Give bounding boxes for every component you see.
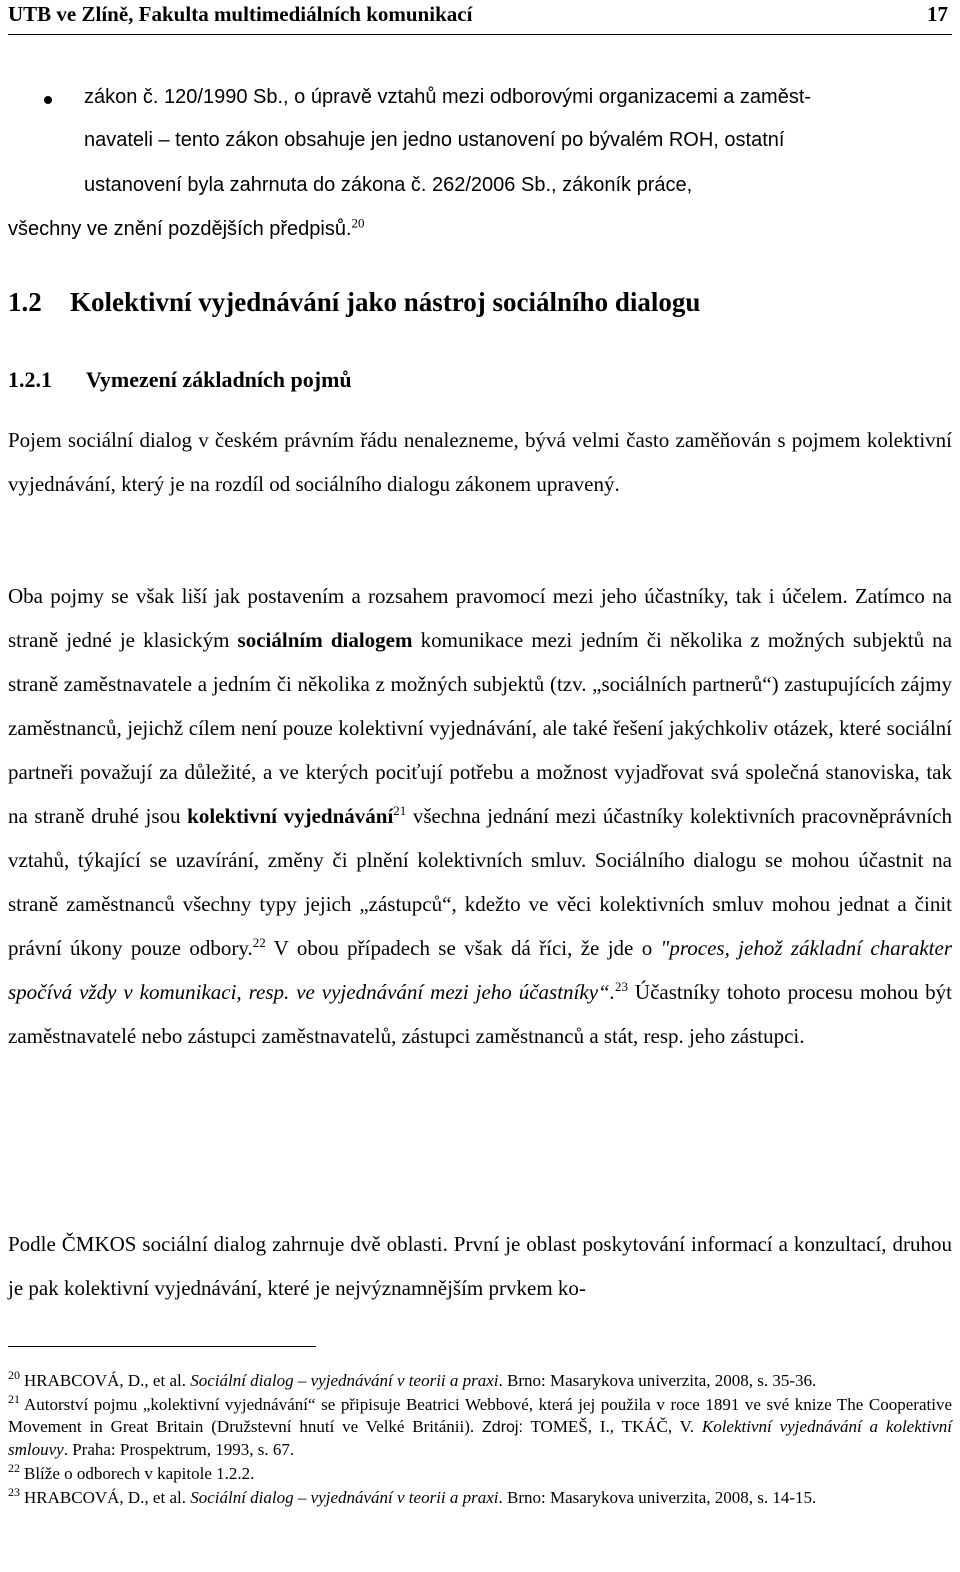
para2-text-2: komunikace mezi jedním či několika z možných subjektů na straně zaměstnavatele a jedním či několika z možných subjektů (tzv. „sociálních partnerů“) zastupujících zájmy zaměstnanců, jejichž cílem není pouze kolektivní vyjednávání, ale také řešení jakýchkoliv otázek, které sociální partneři považují za důležité, a ve kterých pociťují potřebu a možnost vyjadřovat svá společná stanoviska, tak na straně druhé jsou — [8, 628, 953, 828]
subsection-heading — [8, 367, 352, 393]
header-title: UTB ve Zlíně, Fakulta multimediálních komunikací — [8, 2, 473, 26]
page-header — [8, 0, 952, 35]
para2-text-1: Oba pojmy se však liší jak postavením a rozsahem pravomocí mezi jeho účastníky, tak i účelem. Zatímco na straně jedné je klasickým — [8, 584, 952, 652]
footnote-separator — [8, 1346, 316, 1347]
footnote-text: TOMEŠ, I., TKÁČ, V. — [522, 1417, 702, 1436]
section-title: Kolektivní vyjednávání jako nástroj sociálního dialogu — [70, 287, 701, 317]
bullet-continuation — [8, 215, 365, 241]
footnote-title: Sociální dialog – vyjednávání v teorii a praxi — [190, 1371, 499, 1390]
footnote-number: 20 — [8, 1368, 20, 1383]
paragraph-2 — [8, 574, 952, 1058]
para2-text-4: V obou případech se však dá říci, že jde o — [265, 936, 661, 960]
bullet-line-1: zákon č. 120/1990 Sb., o úpravě vztahů mezi odborovými organizacemi a zaměst- — [84, 86, 812, 108]
footnote-ref-21[interactable]: 21 — [393, 803, 407, 818]
footnote-text: . Brno: Masarykova univerzita, 2008, s. 35-36. — [498, 1371, 817, 1390]
footnote-22 — [8, 1463, 952, 1485]
para2-text-3: všechna jednání mezi účastníky kolektivních pracovněprávních vztahů, týkající se uzavírání, změny či plnění kolektivních smluv. Sociálního dialogu se mohou účastnit na straně zaměstnanců všechny typy jejich „zástupců“, kdežto ve věci kolektivních smluv mohou jednat a činit právní úkony pouze odbory. — [8, 804, 952, 960]
footnote-ref-23[interactable]: 23 — [614, 979, 628, 994]
section-number: 1.2 — [8, 287, 42, 317]
bullet-line-2: navateli – tento zákon obsahuje jen jedno ustanovení po bývalém ROH, ostatní — [84, 129, 785, 151]
footnote-text: HRABCOVÁ, D., et al. — [24, 1371, 191, 1390]
section-heading — [8, 287, 700, 318]
paragraph-1: Pojem sociální dialog v českém právním řádu nenalezneme, bývá velmi často zaměňován s pojmem kolektivní vyjednávání, který je na rozdíl od sociálního dialogu zákonem upravený. — [8, 428, 952, 496]
footnote-21 — [8, 1394, 952, 1461]
page-number: 17 — [927, 2, 948, 26]
footnote-text: . Praha: Prospektrum, 1993, s. 67. — [63, 1440, 295, 1459]
footnote-number: 21 — [8, 1392, 20, 1407]
bullet-line-3: ustanovení byla zahrnuta do zákona č. 262/2006 Sb., zákoník práce, — [84, 174, 693, 196]
para2-bold-collective-bargaining: kolektivní vyjednávání — [187, 804, 394, 828]
para2-quote: "proces, jehož základní charakter spočívá vždy v komunikaci, resp. ve vyjednávání mezi jeho účastníky“. — [8, 936, 952, 1004]
paragraph-3: Podle ČMKOS sociální dialog zahrnuje dvě oblasti. První je oblast poskytování informací a konzultací, druhou je pak kolektivní vyjednávání, které je nejvýznamnějším prvkem ko- — [8, 1232, 952, 1300]
footnotes — [8, 1370, 952, 1511]
footnote-number: 23 — [8, 1485, 20, 1500]
subsection-title: Vymezení základních pojmů — [86, 367, 352, 392]
footnote-text: Blíže o odborech v kapitole 1.2.2. — [24, 1464, 255, 1483]
footnote-source-label: Zdroj: — [482, 1419, 523, 1436]
bullet-dot-icon — [44, 96, 52, 104]
footnote-title: Sociální dialog – vyjednávání v teorii a praxi — [190, 1488, 499, 1507]
continuation-text: všechny ve znění pozdějších předpisů. — [8, 218, 352, 240]
footnote-text: . Brno: Masarykova univerzita, 2008, s. 14-15. — [498, 1488, 817, 1507]
footnote-text: Autorství pojmu „kolektivní vyjednávání“ se připisuje Beatrici Webbové, která jej použila v roce 1891 ve své knize The Cooperative Movement in Great Britain (Družstevní hnutí ve Velké Británii). — [8, 1395, 952, 1436]
footnote-23 — [8, 1487, 952, 1509]
footnote-text: HRABCOVÁ, D., et al. — [24, 1488, 191, 1507]
footnote-title: Kolektivní vyjednávání a kolektivní smlouvy — [8, 1417, 952, 1459]
footnote-ref-20[interactable]: 20 — [351, 215, 365, 231]
footnote-20 — [8, 1370, 952, 1392]
footnote-number: 22 — [8, 1461, 20, 1476]
para2-text-5: Účastníky tohoto procesu mohou být zaměstnavatelé nebo zástupci zaměstnavatelů, zástupci zaměstnanců a stát, resp. jeho zástupci. — [8, 980, 952, 1048]
subsection-number: 1.2.1 — [8, 367, 52, 392]
para2-bold-social-dialog: sociálním dialogem — [237, 628, 413, 652]
footnote-ref-22[interactable]: 22 — [252, 935, 266, 950]
